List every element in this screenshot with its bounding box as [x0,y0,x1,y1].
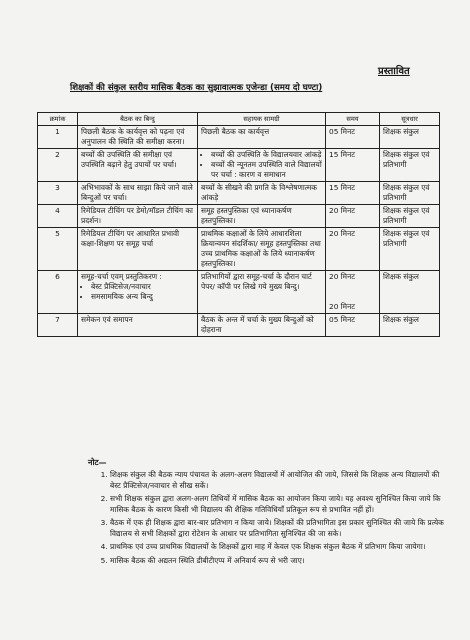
column-header-time: समय [326,113,380,126]
table-row [38,182,440,205]
row-number: 1 [38,126,78,149]
note-item: 5. मासिक बैठक की अद्यतन स्थिति डीबीटीएप्प में अनिवार्य रूप से भरी जाए। [110,556,450,567]
duration: 15 मिनट [326,149,380,182]
meeting-point: पिछली बैठक के कार्यवृत्त को पढ़ना एवं अनुपालन की स्थिति की समीक्षा करना। [78,126,198,149]
agenda-table [37,112,440,337]
point-list-item: • समसामयिक अन्य बिन्दु [91,292,194,302]
table-row [38,228,440,271]
facilitator: शिक्षक संकुल एवं प्रतिभागी [380,149,440,182]
column-header-point: बैठक का बिन्दु [78,113,198,126]
row-number: 6 [38,271,78,314]
table-row [38,205,440,228]
row-number: 4 [38,205,78,228]
support-material: बैठक के अन्त में चर्चा के मुख्य बिन्दुओं को दोहराना [198,314,326,337]
table-header-row [38,113,440,126]
meeting-point: रिमेडियल टीचिंग पर डेमो/मॉडल टीचिंग का प्रदर्शन। [78,205,198,228]
column-header-sn: क्रमांक [38,113,78,126]
document-title: शिक्षकों की संकुल स्तरीय मासिक बैठक का सुझावात्मक एजेन्डा (समय दो घण्टा) [70,83,323,93]
row-number: 3 [38,182,78,205]
duration-second: 20 मिनट [329,302,355,311]
duration [326,271,380,314]
point-list-item: • बेस्ट प्रैक्टिसेज/नवाचार [91,282,194,292]
material-list [201,150,322,180]
table-row [38,271,440,314]
row-number: 7 [38,314,78,337]
duration: 05 मिनट [326,314,380,337]
facilitator: शिक्षक संकुल एवं प्रतिभागी [380,228,440,271]
facilitator: शिक्षक संकुल एवं प्रतिभागी [380,205,440,228]
meeting-point: बच्चों की उपस्थिति की समीक्षा एवं उपस्थिति बढ़ाने हेतु उपायों पर चर्चा। [78,149,198,182]
facilitator: शिक्षक संकुल [380,126,440,149]
table-row [38,149,440,182]
note-item: 2. सभी शिक्षक संकुल द्वारा अलग-अलग तिथियों में मासिक बैठक का आयोजन किया जाये। यह अवश्य सुनिश्चित किया जाये कि मासिक बैठक के कारण किसी भी विद्यालय की शैक्षिक गतिविधियाँ प्रतिकूल रूप से प्रभावित नहीं हों। [110,494,450,515]
notes-list [96,470,450,569]
duration: 15 मिनट [326,182,380,205]
support-material [198,149,326,182]
row-number: 2 [38,149,78,182]
facilitator: शिक्षक संकुल [380,314,440,337]
facilitator: शिक्षक संकुल एवं प्रतिभागी [380,182,440,205]
meeting-point-heading: समूह-चर्चा एवम् प्रस्तुतिकरण : [81,272,162,281]
support-material: प्रतिभागियों द्वारा समूह-चर्चा के दौरान चार्ट पेपर/ कॉपी पर लिखे गये मुख्य बिन्दु। [198,271,326,314]
material-list-item: • बच्चों की न्यूनतम उपस्थिति वाले विद्यालयों पर चर्चा : कारण व समाधान [211,160,322,180]
support-material: प्राथमिक कक्षाओं के लिये आधारशिला क्रियान्वयन संदर्शिका/ समूह हस्तपुस्तिका तथा उच्च प्राथमिक कक्षाओं के लिये ध्यानाकर्षण हस्तपुस्तिका। [198,228,326,271]
support-material: समूह हस्तपुस्तिका एवं ध्यानाकर्षण हस्तपुस्तिका। [198,205,326,228]
meeting-point [78,271,198,314]
notes-label: नोट— [88,458,107,467]
point-list [81,282,194,302]
column-header-coordinator: सूत्रधार [380,113,440,126]
row-number: 5 [38,228,78,271]
meeting-point: समेकन एवं समापन [78,314,198,337]
duration: 20 मिनट [326,228,380,271]
meeting-point: रिमेडियल टीचिंग पर आधारित प्रभावी कक्षा-शिक्षण पर समूह चर्चा [78,228,198,271]
duration: 05 मिनट [326,126,380,149]
duration: 20 मिनट [326,205,380,228]
spacer [329,282,376,302]
note-item: 4. प्राथमिक एवं उच्च प्राथमिक विद्यालयों के शिक्षकों द्वारा माह में केवल एक शिक्षक संकुल बैठक में प्रतिभाग किया जायेगा। [110,542,450,553]
meeting-point: अभिभावकों के साथ साझा किये जाने वाले बिन्दुओं पर चर्चा। [78,182,198,205]
column-header-material: सहायक सामग्री [198,113,326,126]
facilitator: शिक्षक संकुल [380,271,440,314]
support-material: पिछली बैठक का कार्यवृत्त [198,126,326,149]
note-item: 3. बैठक में एक ही शिक्षक द्वारा बार-बार प्रतिभाग न किया जाये। शिक्षकों की प्रतिभागिता इस प्रकार सुनिश्चित की जाये कि प्रत्येक विद्यालय से सभी शिक्षकों द्वारा रोटेशन के आधार पर प्रतिभागिता सुनिश्चित की जा सके। [110,518,450,539]
duration-first: 20 मिनट [329,272,355,281]
table-row [38,314,440,337]
support-material: बच्चों के सीखने की प्रगति के विश्लेषणात्मक आंकड़े [198,182,326,205]
note-item: 1. शिक्षक संकुल की बैठक न्याय पंचायत के अलग-अलग विद्यालयों में आयोजित की जाये, जिससे कि शिक्षक अन्य विद्यालयों की बेस्ट प्रैक्टिसेज/नवाचार से सीख सकें। [110,470,450,491]
material-list-item: • बच्चों की उपस्थिति के विद्यालयवार आंकड़े [211,150,322,160]
proposed-label: प्रस्तावित [378,66,410,77]
table-row [38,126,440,149]
